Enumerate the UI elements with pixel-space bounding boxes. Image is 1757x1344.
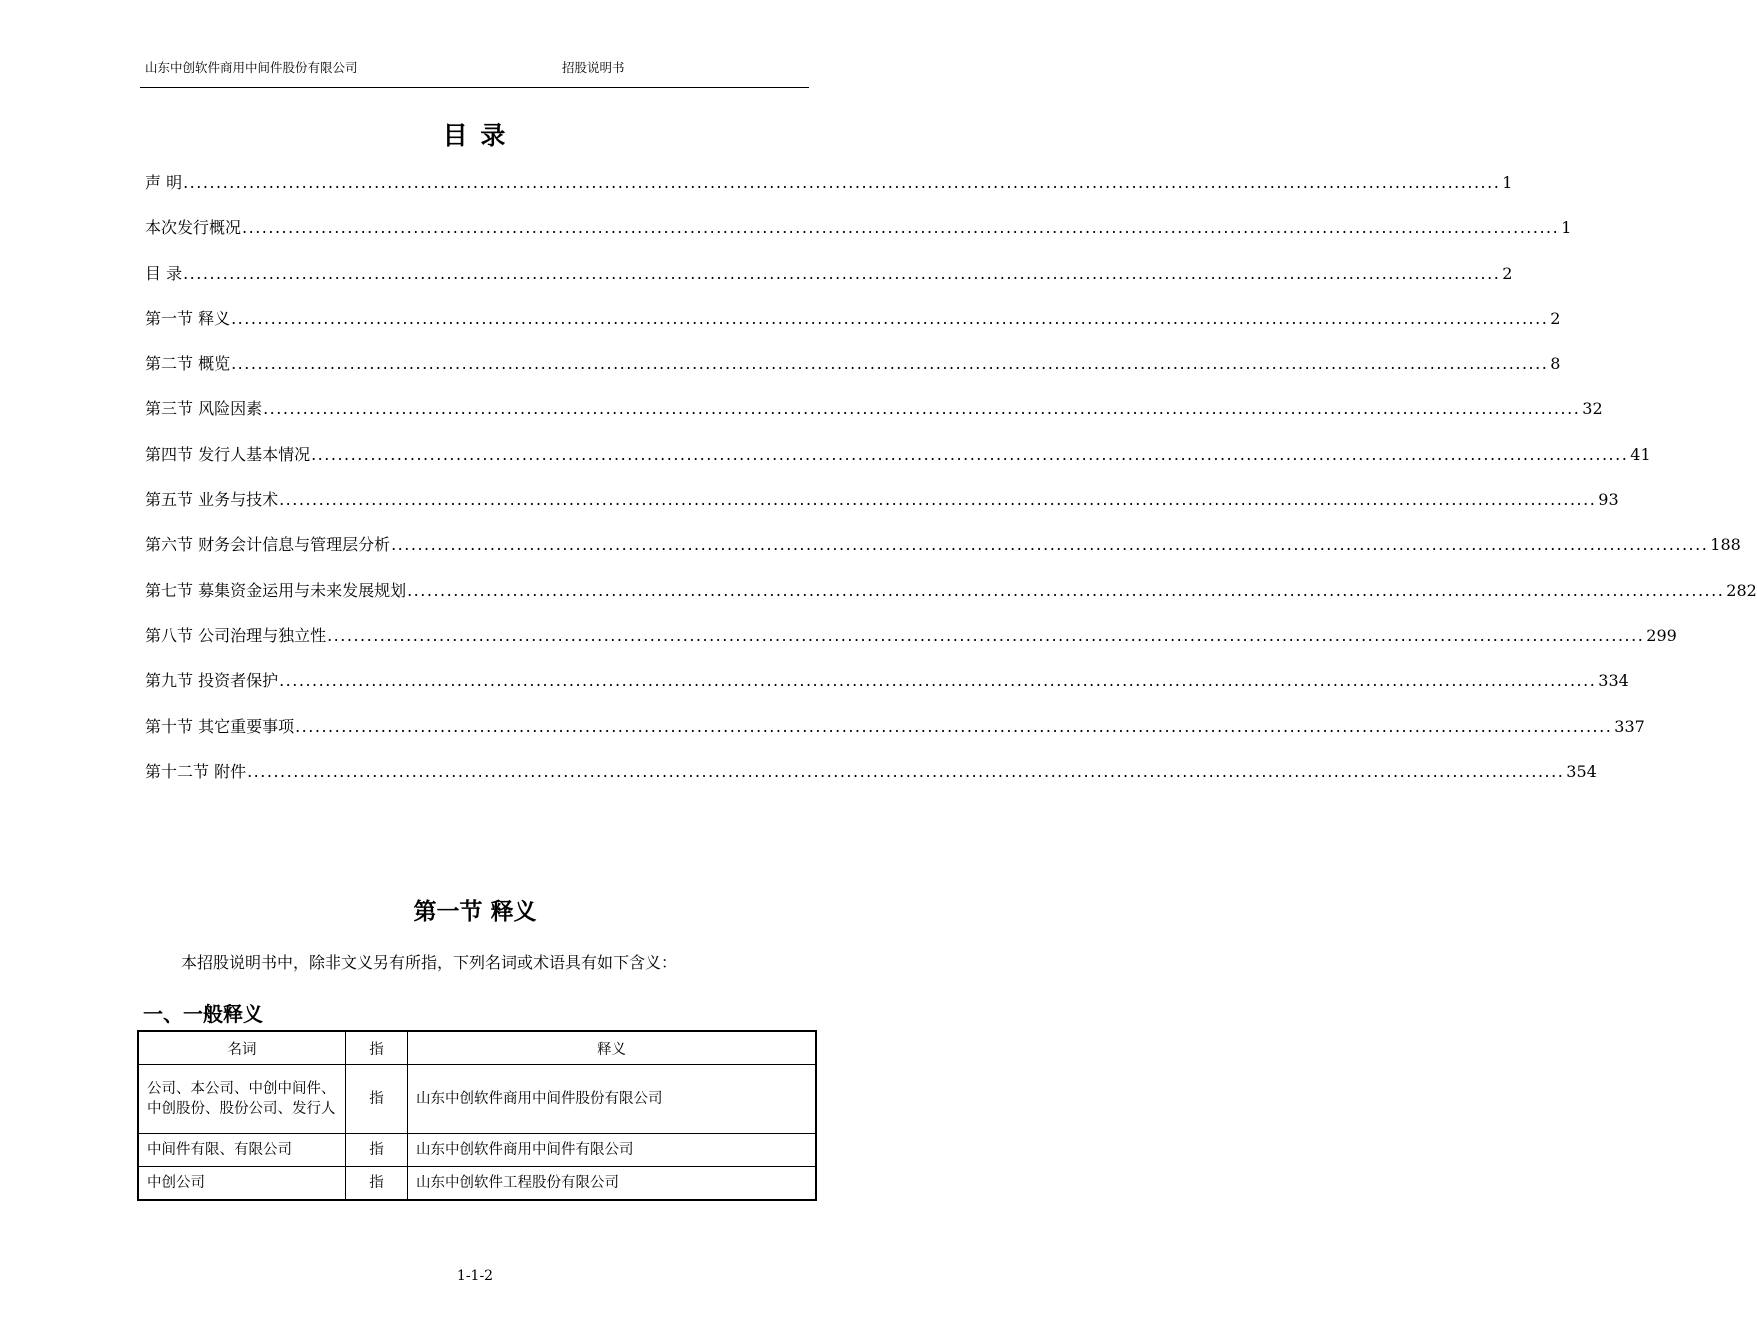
toc-leader-dots: ........................................................................................................................................................................................................: [279, 490, 1597, 510]
toc-leader-dots: ........................................................................................................................................................................................................: [407, 580, 1725, 600]
subsection-heading: 一、一般释义: [143, 1002, 263, 1026]
toc-entry-label: 第四节 发行人基本情况: [145, 444, 311, 464]
toc-entry-label: 第五节 业务与技术: [145, 490, 279, 510]
toc-entry-page: 32: [1582, 399, 1603, 419]
toc-entry-page: 1: [1502, 173, 1513, 192]
toc-entry[interactable]: [145, 306, 1561, 351]
table-row: [138, 1065, 816, 1134]
toc-entry[interactable]: [145, 759, 1597, 804]
toc-entry[interactable]: [145, 532, 1741, 577]
column-header-term: 名词: [138, 1031, 346, 1065]
toc-entry-label: 第一节 释义: [145, 308, 231, 328]
header-divider: [140, 87, 809, 88]
toc-entry-label: 第十节 其它重要事项: [145, 716, 295, 736]
toc-entry-page: 93: [1598, 490, 1619, 510]
toc-leader-dots: ........................................................................................................................................................................................................: [231, 354, 1549, 374]
toc-leader-dots: ........................................................................................................................................................................................................: [279, 671, 1597, 691]
column-header-meaning: 释义: [408, 1031, 817, 1065]
toc-entry-page: 1: [1561, 218, 1572, 238]
toc-entry-page: 41: [1630, 444, 1651, 464]
toc-entry-label: 目 录: [145, 263, 183, 283]
table-row: [138, 1134, 816, 1167]
toc-entry-label: 第六节 财务会计信息与管理层分析: [145, 535, 391, 555]
table-of-contents: [145, 170, 1757, 804]
toc-leader-dots: ........................................................................................................................................................................................................: [295, 716, 1613, 736]
ref-cell: 指: [346, 1065, 408, 1134]
toc-title: 目 录: [442, 121, 508, 150]
meaning-cell: 山东中创软件工程股份有限公司: [408, 1167, 817, 1201]
toc-entry-page: 188: [1710, 535, 1741, 555]
toc-entry[interactable]: [145, 714, 1645, 759]
toc-entry-label: 第三节 风险因素: [145, 399, 263, 419]
header-document-type: 招股说明书: [562, 60, 625, 75]
meaning-cell: 山东中创软件商用中间件有限公司: [408, 1134, 817, 1167]
table-row: [138, 1167, 816, 1201]
page-number: 1-1-2: [456, 1268, 494, 1284]
toc-leader-dots: ........................................................................................................................................................................................................: [183, 173, 1501, 192]
toc-entry[interactable]: [145, 215, 1572, 260]
definitions-table: [137, 1030, 817, 1201]
term-cell: 公司、本公司、中创中间件、中创股份、股份公司、发行人: [138, 1065, 346, 1134]
section-intro: 本招股说明书中，除非文义另有所指，下列名词或术语具有如下含义：: [181, 953, 678, 972]
toc-entry-page: 337: [1614, 716, 1645, 736]
toc-leader-dots: ........................................................................................................................................................................................................: [247, 761, 1565, 781]
toc-entry-label: 本次发行概况: [145, 218, 242, 238]
term-cell: 中间件有限、有限公司: [138, 1134, 346, 1167]
toc-entry[interactable]: [145, 442, 1651, 487]
toc-leader-dots: ........................................................................................................................................................................................................: [391, 535, 1709, 555]
section-title: 第一节 释义: [413, 899, 537, 925]
toc-leader-dots: ........................................................................................................................................................................................................: [183, 263, 1501, 283]
toc-entry[interactable]: [145, 623, 1677, 668]
toc-entry[interactable]: [145, 487, 1619, 532]
toc-entry[interactable]: [145, 668, 1629, 713]
toc-entry-label: 声 明: [145, 173, 183, 192]
toc-leader-dots: ........................................................................................................................................................................................................: [327, 625, 1645, 645]
toc-entry-label: 第二节 概览: [145, 354, 231, 374]
toc-entry[interactable]: [145, 578, 1757, 623]
ref-cell: 指: [346, 1167, 408, 1201]
toc-entry-label: 第九节 投资者保护: [145, 671, 279, 691]
toc-entry-page: 334: [1598, 671, 1629, 691]
toc-entry[interactable]: [145, 261, 1513, 306]
toc-entry[interactable]: [145, 396, 1603, 441]
toc-entry-page: 299: [1646, 625, 1677, 645]
toc-entry-label: 第八节 公司治理与独立性: [145, 625, 327, 645]
toc-entry-page: 282: [1726, 580, 1757, 600]
toc-leader-dots: ........................................................................................................................................................................................................: [263, 399, 1581, 419]
table-header-row: [138, 1031, 816, 1065]
toc-entry[interactable]: [145, 351, 1561, 396]
term-cell: 中创公司: [138, 1167, 346, 1201]
header-company-name: 山东中创软件商用中间件股份有限公司: [145, 60, 358, 75]
toc-entry-page: 2: [1502, 263, 1513, 283]
toc-entry-label: 第七节 募集资金运用与未来发展规划: [145, 580, 407, 600]
toc-entry[interactable]: [145, 170, 1513, 215]
toc-leader-dots: ........................................................................................................................................................................................................: [242, 218, 1560, 238]
column-header-ref: 指: [346, 1031, 408, 1065]
toc-entry-page: 2: [1550, 308, 1561, 328]
toc-entry-label: 第十二节 附件: [145, 761, 247, 781]
meaning-cell: 山东中创软件商用中间件股份有限公司: [408, 1065, 817, 1134]
toc-entry-page: 354: [1566, 761, 1597, 781]
ref-cell: 指: [346, 1134, 408, 1167]
toc-leader-dots: ........................................................................................................................................................................................................: [231, 308, 1549, 328]
toc-leader-dots: ........................................................................................................................................................................................................: [311, 444, 1629, 464]
toc-entry-page: 8: [1550, 354, 1561, 374]
